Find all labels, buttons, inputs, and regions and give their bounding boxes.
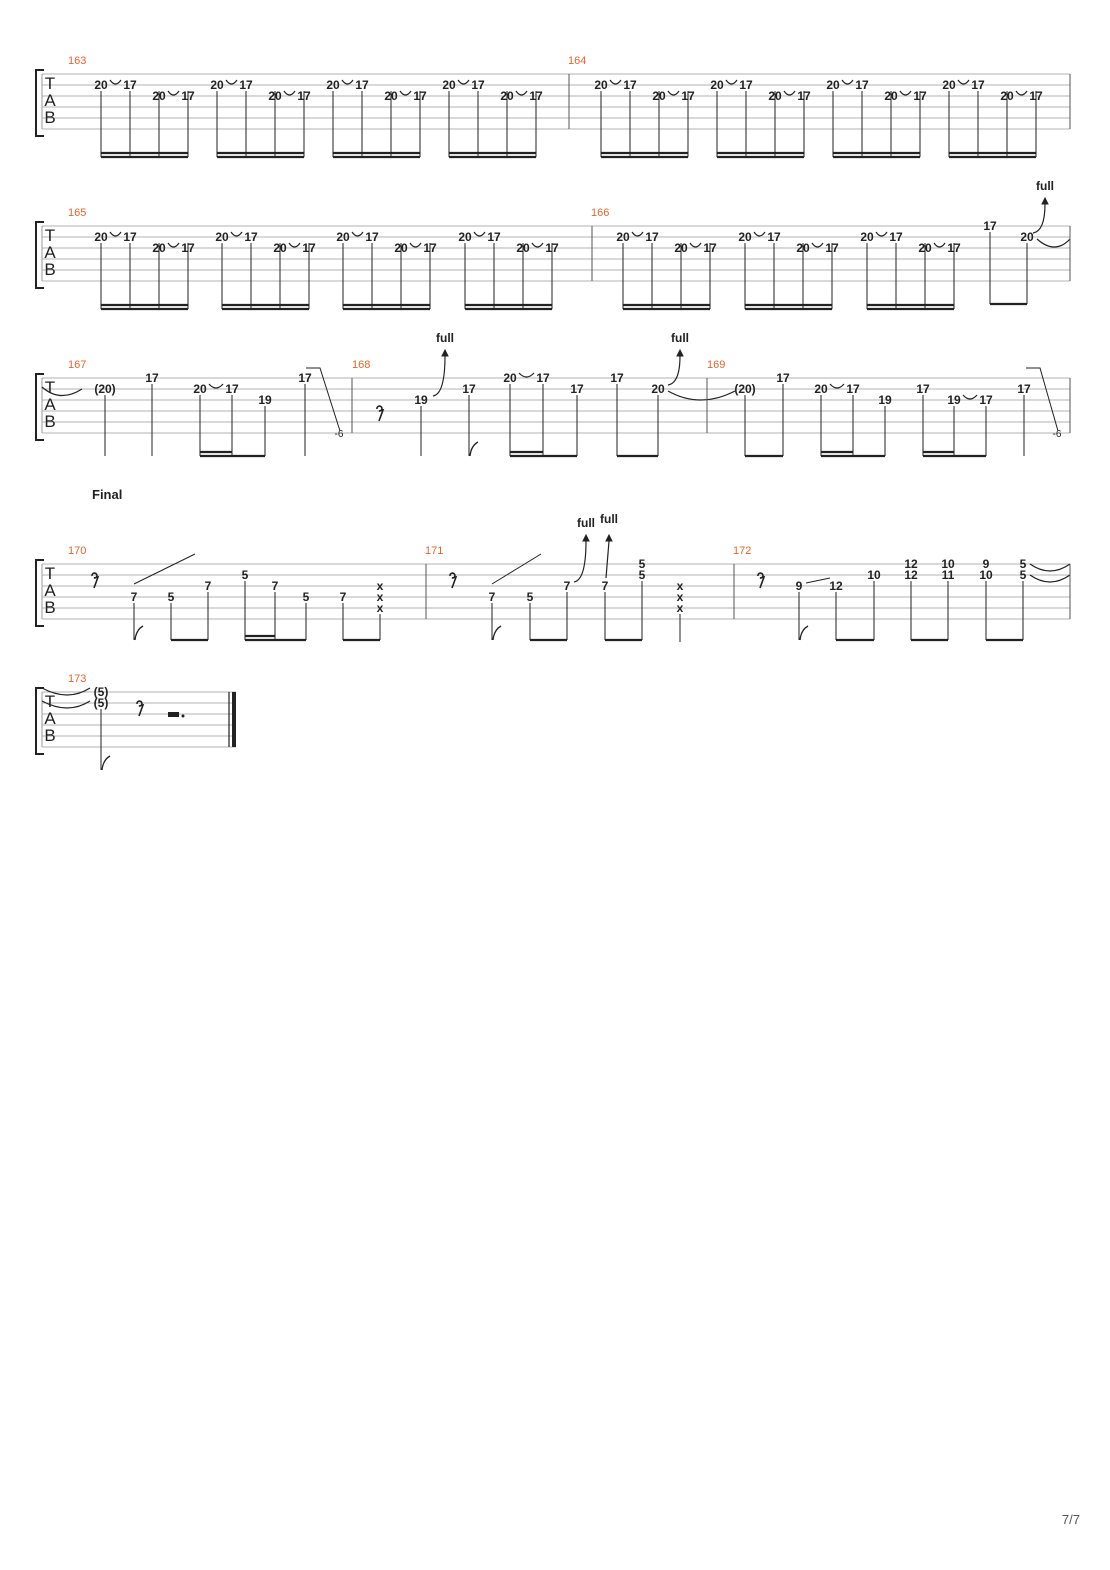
measure-number: 163 — [68, 55, 87, 67]
fret-number: 17 — [916, 382, 930, 396]
fret-number: 17 — [767, 230, 781, 244]
fret-number: 20 — [458, 230, 472, 244]
fret-number: 5 — [1019, 568, 1027, 582]
fret-number: 20 — [796, 241, 810, 255]
hammer-on-slur — [400, 91, 411, 95]
fret-number: 17 — [225, 382, 239, 396]
bend-label: full — [577, 516, 595, 530]
hammer-on-slur — [516, 91, 527, 95]
hammer-on-slur — [209, 384, 223, 388]
fret-number: 20 — [738, 230, 752, 244]
fret-number: 20 — [884, 89, 898, 103]
tie-curve — [668, 391, 735, 400]
fret-number: 17 — [739, 78, 753, 92]
dot-icon — [182, 715, 185, 718]
tab-letter-b: B — [44, 108, 56, 127]
hammer-on-slur — [284, 91, 295, 95]
bend-curve — [574, 541, 586, 582]
tab-letter-a: A — [44, 709, 56, 728]
fret-number: 12 — [904, 568, 918, 582]
fret-number: 20 — [616, 230, 630, 244]
fret-number: 17 — [298, 371, 312, 385]
hammer-on-slur — [1016, 91, 1027, 95]
note-flag — [800, 626, 808, 640]
fret-number: 20 — [652, 89, 666, 103]
fret-number: (20) — [734, 382, 756, 396]
fret-number: 17 — [703, 241, 717, 255]
tie-curve — [1030, 564, 1070, 571]
slide-line — [806, 578, 830, 583]
hammer-on-slur — [458, 80, 469, 84]
bend-label: full — [671, 331, 689, 345]
fret-number: 17 — [889, 230, 903, 244]
fret-number: 17 — [471, 78, 485, 92]
fret-number: 17 — [1029, 89, 1043, 103]
fret-number: (5) — [93, 685, 109, 699]
fret-number: 17 — [462, 382, 476, 396]
fret-number: 17 — [681, 89, 695, 103]
fret-number: 17 — [302, 241, 316, 255]
fret-number: 17 — [239, 78, 253, 92]
fret-number: 19 — [947, 393, 961, 407]
fret-number: 10 — [941, 557, 955, 571]
fret-number: 7 — [204, 579, 212, 593]
bend-curve — [606, 541, 609, 578]
fret-number: 7 — [271, 579, 279, 593]
fret-number: -6 — [334, 429, 344, 440]
fret-number: 20 — [152, 241, 166, 255]
fret-number: 17 — [423, 241, 437, 255]
hammer-on-slur — [231, 232, 242, 236]
fret-number: 20 — [826, 78, 840, 92]
hammer-on-slur — [610, 80, 621, 84]
fret-number: 17 — [825, 241, 839, 255]
fret-number: 17 — [645, 230, 659, 244]
fret-number: 17 — [123, 230, 137, 244]
hammer-on-slur — [410, 243, 421, 247]
bend-arrowhead — [677, 350, 683, 356]
fret-number: 17 — [145, 371, 159, 385]
fret-number: 7 — [601, 579, 609, 593]
fret-number: 20 — [394, 241, 408, 255]
hammer-on-slur — [934, 243, 945, 247]
fret-number: 5 — [167, 590, 175, 604]
fret-number: 5 — [1019, 557, 1027, 571]
hammer-on-slur — [289, 243, 300, 247]
fret-number: 17 — [365, 230, 379, 244]
fret-number: 20 — [152, 89, 166, 103]
fret-number: -6 — [1052, 429, 1062, 440]
hammer-on-slur — [876, 232, 887, 236]
measure-number: 173 — [68, 673, 87, 685]
fret-number: 20 — [94, 230, 108, 244]
measure-number: 167 — [68, 359, 87, 371]
fret-number: 20 — [814, 382, 828, 396]
hammer-on-slur — [110, 80, 121, 84]
hammer-on-slur — [690, 243, 701, 247]
fret-number: 12 — [829, 579, 843, 593]
fret-number: 20 — [674, 241, 688, 255]
fret-number: 9 — [982, 557, 990, 571]
fret-number: 20 — [336, 230, 350, 244]
fret-number: 20 — [516, 241, 530, 255]
bend-arrowhead — [583, 535, 589, 541]
hammer-on-slur — [110, 232, 121, 236]
fret-number: 17 — [776, 371, 790, 385]
measure-number: 169 — [707, 359, 726, 371]
fret-number: 20 — [503, 371, 517, 385]
fret-number: 20 — [273, 241, 287, 255]
measure-number: 171 — [425, 545, 444, 557]
tab-letter-t: T — [44, 226, 56, 245]
fret-number: 10 — [867, 568, 881, 582]
bend-arrowhead — [1042, 198, 1048, 204]
fret-number: 19 — [258, 393, 272, 407]
fret-number: 17 — [610, 371, 624, 385]
eighth-rest-icon — [377, 406, 383, 421]
hammer-on-slur — [632, 232, 643, 236]
fret-number: 20 — [918, 241, 932, 255]
hammer-on-slur — [754, 232, 765, 236]
bend-curve — [1033, 204, 1045, 233]
hammer-on-slur — [830, 384, 844, 388]
fret-number: 17 — [797, 89, 811, 103]
hammer-on-slur — [900, 91, 911, 95]
fret-number: 20 — [768, 89, 782, 103]
tab-letter-t: T — [44, 692, 56, 711]
slide-out-line — [1026, 368, 1058, 431]
fret-number: 20 — [268, 89, 282, 103]
fret-number: x — [676, 590, 684, 604]
fret-number: 17 — [536, 371, 550, 385]
fret-number: (5) — [93, 696, 109, 710]
bend-curve — [668, 356, 680, 385]
hammer-on-slur — [958, 80, 969, 84]
hammer-on-slur — [784, 91, 795, 95]
bend-arrowhead — [606, 535, 612, 541]
system-bracket — [36, 374, 44, 440]
fret-number: 17 — [855, 78, 869, 92]
fret-number: x — [676, 601, 684, 615]
system-bracket — [36, 688, 44, 754]
fret-number: 7 — [488, 590, 496, 604]
hammer-on-slur — [168, 91, 179, 95]
tab-letter-b: B — [44, 260, 56, 279]
fret-number: 20 — [651, 382, 665, 396]
note-flag — [102, 756, 110, 770]
slide-in-line — [492, 554, 541, 584]
fret-number: 10 — [979, 568, 993, 582]
fret-number: x — [376, 579, 384, 593]
hammer-on-slur — [963, 395, 977, 399]
note-flag — [135, 626, 143, 640]
hammer-on-slur — [812, 243, 823, 247]
fret-number: 20 — [710, 78, 724, 92]
tab-letter-t: T — [44, 378, 56, 397]
fret-number: 20 — [94, 78, 108, 92]
fret-number: 20 — [594, 78, 608, 92]
bend-label: full — [1036, 179, 1054, 193]
fret-number: 17 — [570, 382, 584, 396]
fret-number: 20 — [942, 78, 956, 92]
hammer-on-slur — [519, 373, 534, 377]
hammer-on-slur — [668, 91, 679, 95]
fret-number: 7 — [130, 590, 138, 604]
fret-number: 20 — [1020, 230, 1034, 244]
fret-number: 5 — [638, 557, 646, 571]
hammer-on-slur — [342, 80, 353, 84]
fret-number: 19 — [414, 393, 428, 407]
fret-number: 17 — [297, 89, 311, 103]
fret-number: 20 — [1000, 89, 1014, 103]
fret-number: 17 — [487, 230, 501, 244]
tab-letter-a: A — [44, 395, 56, 414]
note-flag — [493, 626, 501, 640]
note-flag — [470, 442, 478, 456]
measure-number: 168 — [352, 359, 371, 371]
fret-number: 17 — [244, 230, 258, 244]
fret-number: 17 — [979, 393, 993, 407]
measure-number: 172 — [733, 545, 752, 557]
fret-number: 17 — [913, 89, 927, 103]
fret-number: 17 — [529, 89, 543, 103]
fret-number: 17 — [123, 78, 137, 92]
slide-in-line — [134, 554, 195, 584]
tab-letter-b: B — [44, 598, 56, 617]
fret-number: 9 — [795, 579, 803, 593]
fret-number: 5 — [526, 590, 534, 604]
fret-number: 17 — [971, 78, 985, 92]
hammer-on-slur — [532, 243, 543, 247]
half-rest-icon — [168, 712, 179, 717]
fret-number: 11 — [941, 568, 955, 582]
fret-number: 7 — [339, 590, 347, 604]
fret-number: 17 — [181, 241, 195, 255]
fret-number: 17 — [947, 241, 961, 255]
fret-number: (20) — [94, 382, 116, 396]
bend-curve — [433, 356, 445, 396]
system-bracket — [36, 70, 44, 136]
fret-number: x — [676, 579, 684, 593]
fret-number: 19 — [878, 393, 892, 407]
tie-curve — [1037, 239, 1070, 247]
bend-label: full — [436, 331, 454, 345]
tab-letter-a: A — [44, 91, 56, 110]
tie-curve — [1030, 575, 1070, 582]
measure-number: 170 — [68, 545, 87, 557]
system-bracket — [36, 222, 44, 288]
section-label-final: Final — [92, 487, 123, 502]
hammer-on-slur — [168, 243, 179, 247]
fret-number: 20 — [384, 89, 398, 103]
fret-number: x — [376, 590, 384, 604]
hammer-on-slur — [474, 232, 485, 236]
fret-number: 20 — [500, 89, 514, 103]
hammer-on-slur — [842, 80, 853, 84]
hammer-on-slur — [726, 80, 737, 84]
fret-number: 17 — [983, 219, 997, 233]
measure-number: 165 — [68, 207, 87, 219]
tab-letter-t: T — [44, 74, 56, 93]
fret-number: 20 — [210, 78, 224, 92]
fret-number: 17 — [545, 241, 559, 255]
measure-number: 164 — [568, 55, 587, 67]
fret-number: 20 — [326, 78, 340, 92]
fret-number: 17 — [355, 78, 369, 92]
fret-number: 20 — [860, 230, 874, 244]
fret-number: 12 — [904, 557, 918, 571]
system-bracket — [36, 560, 44, 626]
fret-number: 20 — [215, 230, 229, 244]
fret-number: 5 — [638, 568, 646, 582]
tab-letter-b: B — [44, 726, 56, 745]
tab-letter-b: B — [44, 412, 56, 431]
hammer-on-slur — [226, 80, 237, 84]
tab-letter-a: A — [44, 581, 56, 600]
fret-number: 20 — [442, 78, 456, 92]
fret-number: 17 — [181, 89, 195, 103]
fret-number: x — [376, 601, 384, 615]
fret-number: 17 — [846, 382, 860, 396]
fret-number: 5 — [302, 590, 310, 604]
tab-letter-t: T — [44, 564, 56, 583]
measure-number: 166 — [591, 207, 610, 219]
tab-letter-a: A — [44, 243, 56, 262]
fret-number: 20 — [193, 382, 207, 396]
bend-label: full — [600, 512, 618, 526]
bend-arrowhead — [442, 350, 448, 356]
fret-number: 5 — [241, 568, 249, 582]
hammer-on-slur — [352, 232, 363, 236]
fret-number: 17 — [413, 89, 427, 103]
fret-number: 17 — [623, 78, 637, 92]
page-number: 7/7 — [1061, 1512, 1080, 1527]
fret-number: 7 — [563, 579, 571, 593]
fret-number: 17 — [1017, 382, 1031, 396]
